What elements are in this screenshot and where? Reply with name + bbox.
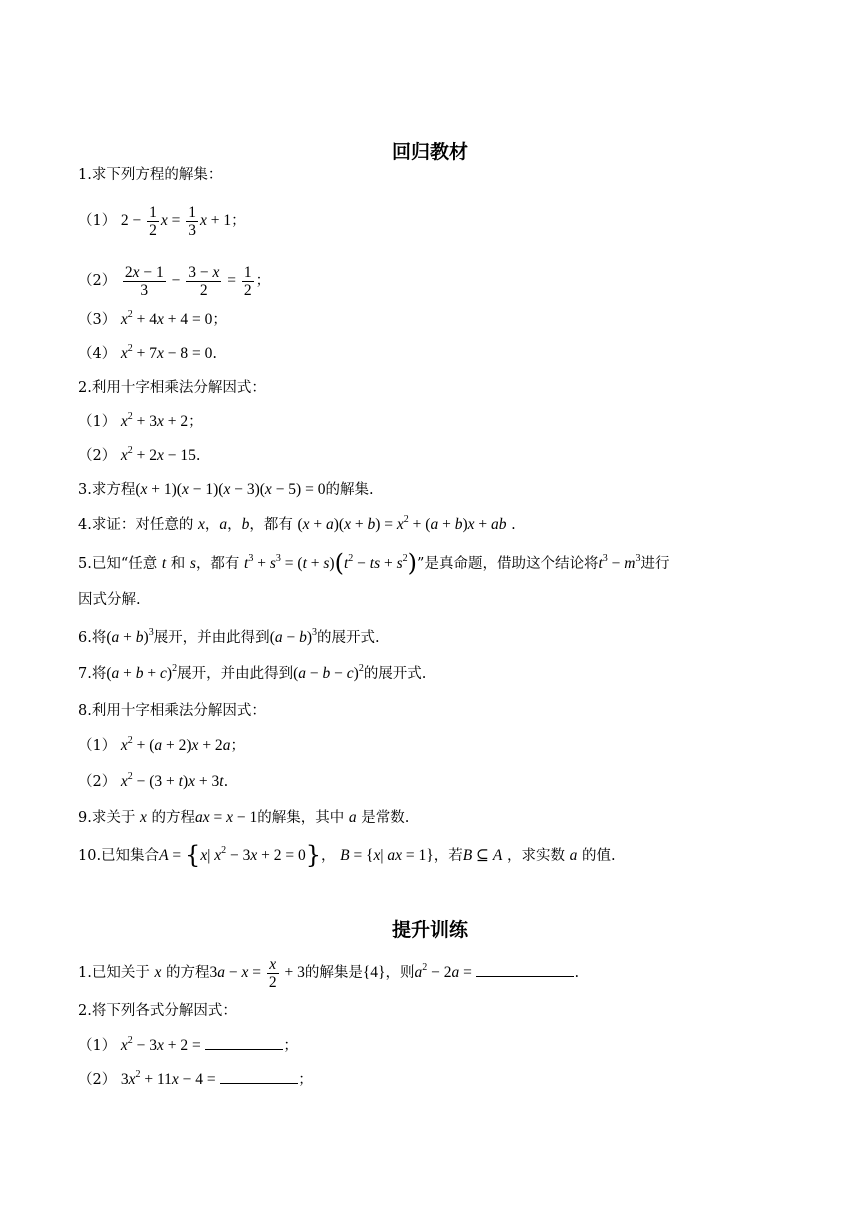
fraction: $\frac{x}{2}$ — [268, 956, 277, 991]
question-1-stem: 1.求下列方程的解集： — [78, 167, 223, 183]
question-1-part-1: （1） 2 − $\frac{1}{2}$ x = $\frac{1}{3}$ x + 1； — [78, 204, 246, 239]
fraction: $\frac{2x - 1}{3}$ — [124, 264, 164, 299]
practice-question-2-part-2: （2） $3x^2 + 11x - 4$ = ； — [78, 1069, 313, 1088]
question-10: 10.已知集合A = {x| $x^2 - 3x + 2 = 0$}， B = {x| ax = 1}，若B ⊆ A ，求实数 a 的值. — [78, 841, 616, 869]
question-2-part-2: （2） $x^2 + 2x - 15$. — [78, 445, 201, 464]
section-title-review-textbook: 回归教材 — [391, 141, 468, 163]
question-3: 3.求方程(x + 1)(x − 1)(x − 3)(x − 5) = 0的解集. — [78, 481, 374, 498]
question-1-part-4: （4） $x^2 + 7x - 8 = 0$. — [78, 343, 217, 362]
answer-blank[interactable] — [220, 1069, 298, 1084]
question-5-line-2: 因式分解. — [78, 592, 141, 608]
answer-blank[interactable] — [476, 962, 574, 977]
question-5-line-1: 5.已知“任意 t 和 s，都有 $t^3 + s^3 = (t + s)(t^2$ − ts + $s^2$)”是真命题，借助这个结论将$t^3 - m^3$进行 — [78, 549, 670, 577]
question-1-part-2: （2） $\frac{2x - 1}{3}$ − $\frac{3 - x}{2}$ = $\frac{1}{2}$ ； — [78, 264, 271, 299]
practice-question-2-stem: 2.将下列各式分解因式： — [78, 1003, 237, 1019]
expression-practice-2-1: $x^2 - 3x + 2$ = — [120, 1035, 201, 1054]
question-8-part-2: （2） $x^2 - (3 + t)x + 3t$. — [78, 771, 229, 790]
expression-2-1: $x^2 + 3x + 2$ — [120, 411, 189, 430]
question-8-stem: 8.利用十字相乘法分解因式： — [78, 703, 266, 719]
set-b: B = {x| ax = 1} — [340, 847, 434, 864]
question-6: 6.将$(a + b)^3$展开，并由此得到$(a - b)^3$的展开式. — [78, 627, 380, 646]
equation-1-2: $\frac{2x - 1}{3}$ − $\frac{3 - x}{2}$ = $\frac{1}{2}$ — [124, 264, 252, 299]
identity-4: $(x + a)(x + b) = x^2 + (a + b)x$ + ab — [297, 514, 507, 533]
practice-question-1: 1.已知关于 x 的方程3a − x = $\frac{x}{2}$ + 3的解集是{4}，则$a^2 - 2a$ = . — [78, 956, 580, 991]
fraction: $\frac{1}{2}$ — [149, 204, 157, 239]
question-1-part-3: （3） $x^2 + 4x + 4 = 0$； — [78, 309, 227, 328]
question-2-part-1: （1） $x^2 + 3x + 2$； — [78, 411, 203, 430]
answer-blank[interactable] — [205, 1035, 283, 1050]
equation-1-1: 2 − $\frac{1}{2}$ x = $\frac{1}{3}$ x + 1 — [120, 204, 232, 239]
question-2-stem: 2.利用十字相乘法分解因式： — [78, 380, 266, 396]
question-7: 7.将$(a + b + c)^2$展开，并由此得到$(a - b - c)^2$的展开式. — [78, 663, 427, 682]
set-a: A = {x| $x^2 - 3x + 2 = 0$} — [159, 841, 321, 869]
fraction: $\frac{3 - x}{2}$ — [188, 264, 220, 299]
question-9: 9.求关于 x 的方程ax = x − 1的解集，其中 a 是常数. — [78, 809, 410, 826]
equation-9: ax = x − 1 — [194, 809, 258, 826]
expression-8-2: $x^2 - (3 + t)x + 3t$ — [120, 771, 224, 790]
equation-1-3: $x^2 + 4x + 4 = 0$ — [120, 309, 213, 328]
section-title-advanced-training: 提升训练 — [391, 919, 468, 941]
equation-3: (x + 1)(x − 1)(x − 3)(x − 5) = 0 — [135, 481, 326, 498]
equation-practice-1: 3a − x = $\frac{x}{2}$ + 3 — [209, 956, 305, 991]
expression-8-1: $x^2 + (a + 2)x + 2a$ — [120, 735, 231, 754]
question-8-part-1: （1） $x^2 + (a + 2)x + 2a$； — [78, 735, 245, 754]
practice-question-2-part-1: （1） $x^2 - 3x + 2$ = ； — [78, 1035, 298, 1054]
equation-1-4: $x^2 + 7x - 8 = 0$ — [120, 343, 213, 362]
expression-practice-2-2: $3x^2 + 11x - 4$ = — [120, 1069, 216, 1088]
fraction: $\frac{1}{3}$ — [188, 204, 196, 239]
question-4: 4.求证：对任意的 x，a，b，都有 $(x + a)(x + b) = x^2 + (a + b)x$ + ab . — [78, 514, 516, 533]
fraction: $\frac{1}{2}$ — [243, 264, 252, 299]
identity-5: $t^3 + s^3 = (t + s)(t^2$ − ts + $s^2$) — [244, 549, 418, 577]
expression-2-2: $x^2 + 2x - 15$ — [120, 445, 196, 464]
